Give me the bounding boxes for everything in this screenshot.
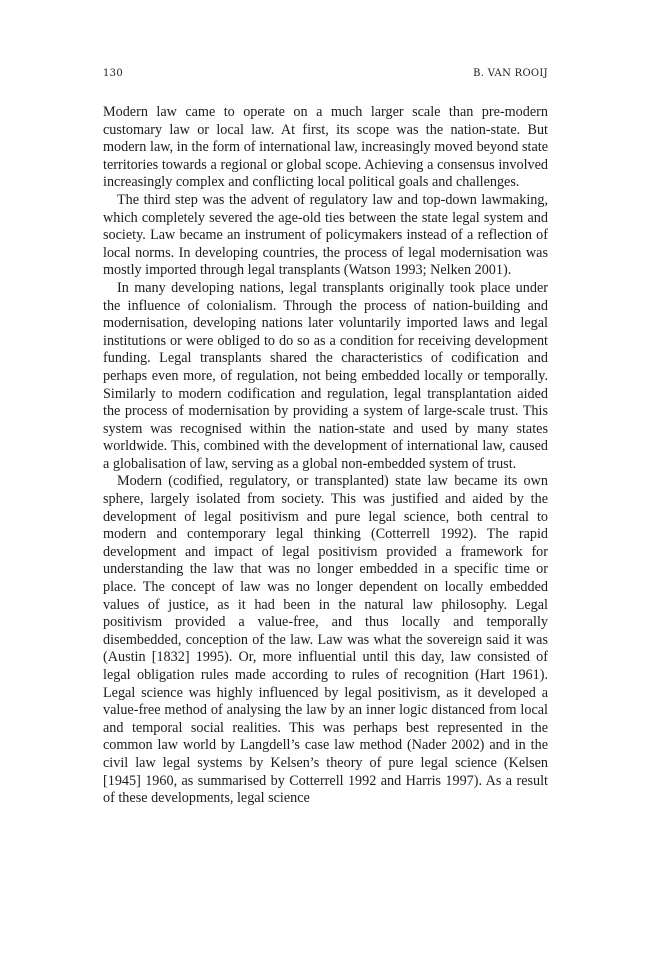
paragraph: In many developing nations, legal transplants originally took place under the influence of colonialism. Through the process of nation-building and modernisation, developing nations later voluntarily imported laws and legal institutions or were obliged to do so as a condition for receiving development funding. Legal transplants shared the characteristics of codification and perhaps even more, of regulation, not being embedded locally or temporally. Similarly to modern codification and regulation, legal transplantation aided the process of modernisation by providing a system of large-scale trust. This system was recognised within the nation-state and used by many states worldwide. This, combined with the development of international law, caused a globalisation of law, serving as a global non-embedded system of trust. xyxy=(103,279,548,472)
paragraph: Modern law came to operate on a much larger scale than pre-modern customary law or local law. At first, its scope was the nation-state. But modern law, in the form of international law, increasingly moved beyond state territories towards a regional or global scope. Achieving a consensus involved increasingly complex and conflicting local political goals and challenges. xyxy=(103,104,548,191)
page-number: 130 xyxy=(103,68,123,79)
paragraph: Modern (codified, regulatory, or transplanted) state law became its own sphere, largely isolated from society. This was justified and aided by the development of legal positivism and pure legal science, both central to modern and contemporary legal thinking (Cotterrell 1992). The rapid development and impact of legal positivism provided a framework for understanding the law that was no longer embedded in a specific time or place. The concept of law was no longer dependent on locally embedded values of justice, as it had been in the natural law philosophy. Legal positivism provided a value-free, and thus locally and temporally disembedded, conception of the law. Law was what the sovereign said it was (Austin [1832] 1995). Or, more influential until this day, law consisted of legal obligation rules made according to rules of recognition (Hart 1961). Legal science was highly influenced by legal positivism, as it developed a value-free method of analysing the law by an inner logic distanced from local and temporal social realities. This was perhaps best represented in the common law world by Langdell’s case law method (Nader 2002) and in the civil law legal systems by Kelsen’s theory of pure legal science (Kelsen [1945] 1960, as summarised by Cotterrell 1992 and Harris 1997). As a result of these developments, legal science xyxy=(103,473,548,807)
running-head-author: B. VAN ROOIJ xyxy=(473,68,548,79)
body-text xyxy=(103,104,548,808)
paragraph: The third step was the advent of regulatory law and top-down lawmaking, which completely severed the age-old ties between the state legal system and society. Law became an instrument of policymakers instead of a reflection of local norms. In developing countries, the process of legal modernisation was mostly imported through legal transplants (Watson 1993; Nelken 2001). xyxy=(103,191,548,279)
running-head xyxy=(103,68,548,82)
